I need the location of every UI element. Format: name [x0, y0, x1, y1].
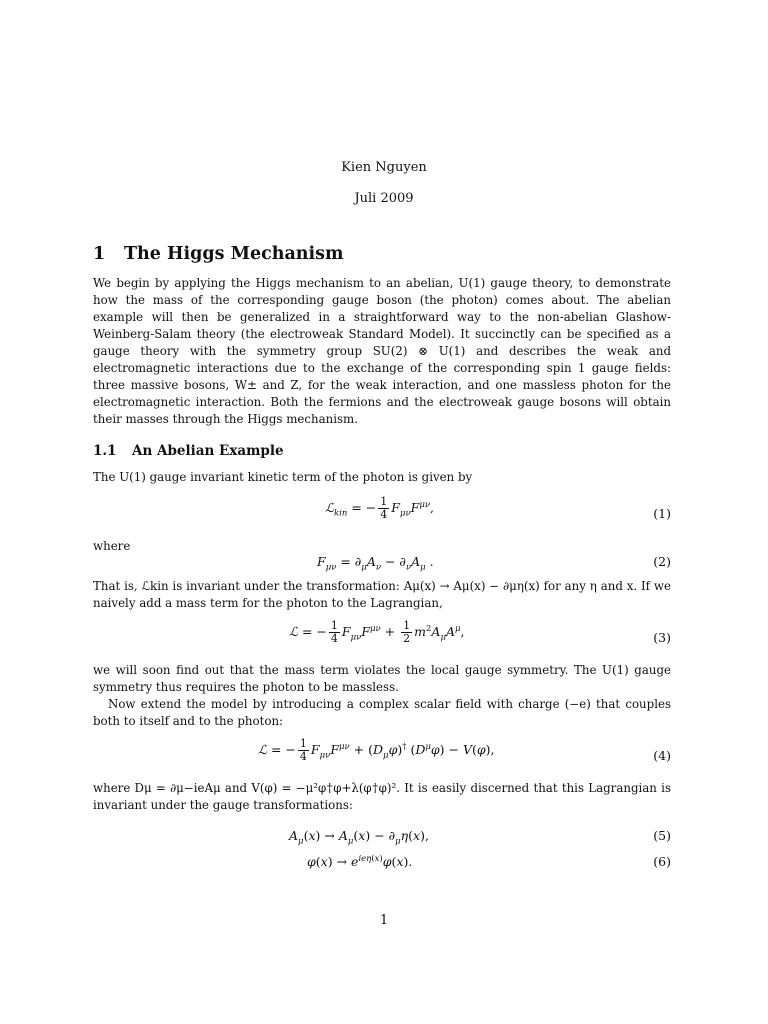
- section-heading: [93, 244, 344, 264]
- equation-3-number: (3): [653, 630, 671, 645]
- mass-term-paragraph: we will soon find out that the mass term violates the local gauge symmetry. The U(1) gauge symmetry thus requires the photon to be massless.: [93, 663, 671, 694]
- subsection-title: An Abelian Example: [132, 443, 284, 459]
- equation-4: [93, 738, 671, 778]
- equation-1: [93, 496, 671, 536]
- subsection-heading: [93, 443, 284, 459]
- equation-4-number: (4): [653, 748, 671, 763]
- equation-3-body: ℒ = − $\frac{1}{4}$ $F_{\mu\nu}F^{\mu\nu}$ + $\frac{1}{2}$ $m^2A_\mu A^\mu$,: [289, 619, 465, 645]
- where-text: where: [93, 539, 131, 553]
- covariant-derivative-paragraph: where Dμ = ∂μ−ieAμ and V(φ) = −μ²φ†φ+λ(φ†φ)². It is easily discerned that this Lagrangian is invariant under the gauge transformations:: [93, 781, 671, 812]
- equation-1-number: (1): [653, 506, 671, 521]
- equation-6-number: (6): [653, 854, 671, 869]
- kinetic-term-paragraph: The U(1) gauge invariant kinetic term of the photon is given by: [93, 470, 473, 484]
- equation-6: [93, 854, 671, 874]
- subsection-number: 1.1: [93, 443, 117, 459]
- section-title: The Higgs Mechanism: [124, 244, 344, 264]
- equation-5-number: (5): [653, 828, 671, 843]
- equation-5: [93, 828, 671, 848]
- author-name: Kien Nguyen: [341, 160, 427, 175]
- intro-paragraph: We begin by applying the Higgs mechanism to an abelian, U(1) gauge theory, to demonstrate how the mass of the corresponding gauge boson (the photon) comes about. The abelian example will then be generalized in a straightforward way to the non-abelian Glashow-Weinberg-Salam theory (the electroweak Standard Model). It succinctly can be specified as a gauge theory with the symmetry group SU(2) ⊗ U(1) and describes the weak and electromagnetic interactions due to the exchange of the corresponding spin 1 gauge fields: three massive bosons, W± and Z, for the weak interaction, and one massless photon for the electromagnetic interaction. Both the fermions and the electroweak gauge bosons will obtain their masses through the Higgs mechanism.: [93, 276, 671, 426]
- invariance-paragraph: That is, ℒkin is invariant under the transformation: Aμ(x) → Aμ(x) − ∂μη(x) for any η and x. If we naively add a mass term for the photon to the Lagrangian,: [93, 579, 671, 610]
- equation-6-body: $\varphi(x) \to e^{ie\eta(x)}\varphi(x)$.: [307, 854, 413, 870]
- section-number: 1: [93, 244, 106, 264]
- equation-3: [93, 620, 671, 660]
- equation-2-number: (2): [653, 554, 671, 569]
- date-line: Juli 2009: [354, 191, 414, 206]
- extend-model-paragraph: Now extend the model by introducing a complex scalar field with charge (−e) that couples both to itself and to the photon:: [93, 697, 671, 728]
- equation-5-body: $A_\mu(x) \to A_\mu(x) - \partial_\mu\eta(x)$,: [289, 828, 429, 847]
- page-number: 1: [379, 913, 389, 928]
- equation-2: [93, 554, 671, 574]
- equation-1-body: ℒ$_{kin}$ = − $\frac{1}{4}$ $F_{\mu\nu}F^{\mu\nu}$,: [325, 495, 435, 521]
- equation-4-body: ℒ = − $\frac{1}{4}$ $F_{\mu\nu}F^{\mu\nu} + (D_\mu\varphi)^\dagger$ $(D^\mu\varphi) - V(\varphi)$,: [258, 737, 495, 763]
- equation-2-body: $F_{\mu\nu} = \partial_\mu A_\nu - \partial_\nu A_\mu$ .: [317, 554, 434, 573]
